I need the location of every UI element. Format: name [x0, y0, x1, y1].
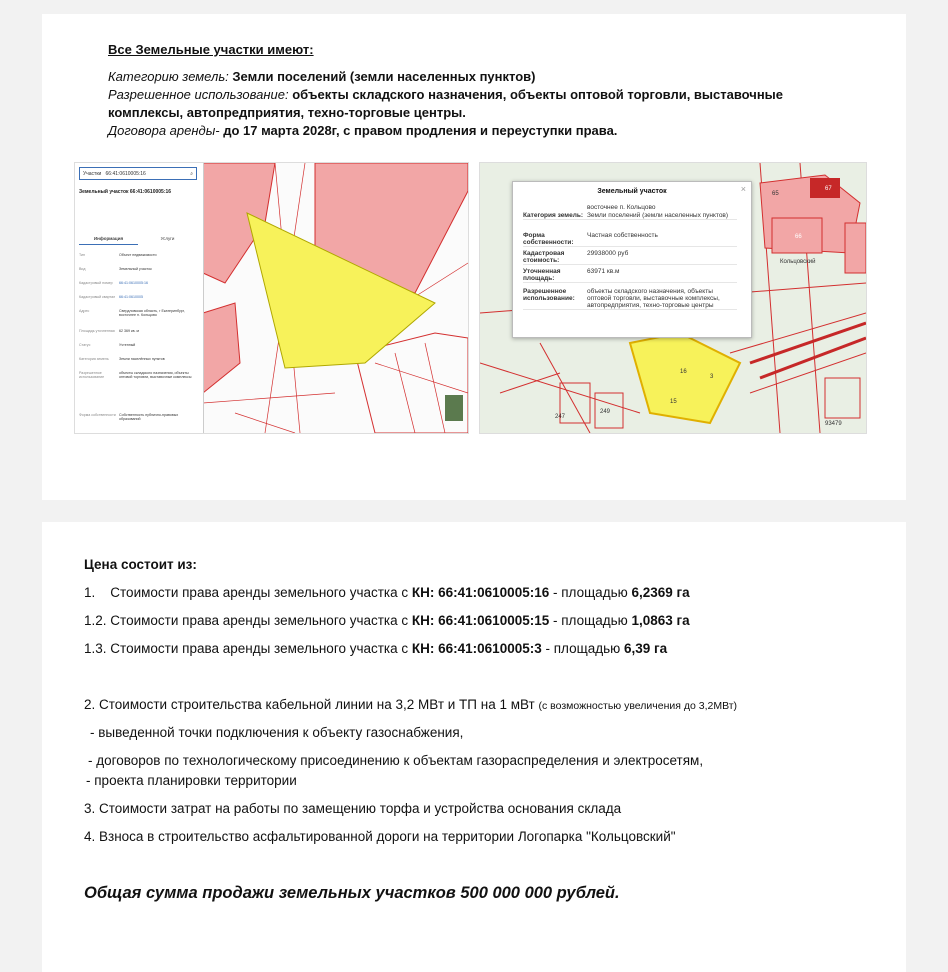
usage-value-2: комплексы, автопредприятия, техно-торговые центры. [108, 105, 466, 120]
popup-row: Разрешенное использование: объекты складского назначения, объекты оптовой торговли, выставочные комплексы, автопредприятия, техно-торговые центры [523, 288, 737, 310]
category-value: Земли поселений (земли населенных пунктов) [232, 69, 536, 84]
price-sub-3: - проекта планировки территории [86, 773, 297, 788]
info-row: Адрес Свердловская область, г Екатеринбург, восточнее п. Кольцово [79, 309, 185, 317]
info-row: Площадь уточненная 62 369 кв. м [79, 329, 139, 333]
price-item-1-3: 1.3. Стоимости права аренды земельного участка с КН: 66:41:0610005:3 - площадью 6,39 га [84, 641, 668, 656]
close-icon[interactable]: × [740, 184, 746, 194]
info-row: Кадастровый номер 66:41:0610005:16 [79, 281, 148, 285]
popup-row: Форма собственности: Частная собственность [523, 232, 737, 247]
lease-value: до 17 марта 2028г, с правом продления и переуступки права. [223, 123, 618, 138]
price-sub-1: - выведенной точки подключения к объекту газоснабжения, [90, 725, 464, 740]
tab-services[interactable]: Услуги [160, 236, 175, 241]
cadastral-map-screenshot-left [74, 162, 469, 434]
popup-row: Категория земель: Земли поселений (земли населенных пунктов) [523, 212, 737, 220]
document-page-2 [42, 522, 906, 972]
popup-row: Уточненная площадь: 63971 кв.м [523, 268, 737, 283]
popup-title: Земельный участок [597, 188, 667, 195]
svg-text:16: 16 [680, 369, 687, 375]
svg-text:93479: 93479 [825, 421, 842, 427]
svg-text:3: 3 [710, 374, 714, 380]
info-row: Вид Земельный участок [79, 267, 152, 271]
search-type: Участки [83, 171, 102, 177]
search-value: 66:41:0610005:16 [105, 171, 146, 177]
object-title: Земельный участок 66:41:0610005:16 [79, 189, 172, 195]
category-label: Категорию земель: [108, 69, 229, 84]
svg-text:65: 65 [772, 191, 779, 197]
svg-text:66: 66 [795, 234, 802, 240]
parcel-info-popup [512, 181, 752, 338]
popup-row: восточнее п. Кольцово [587, 204, 656, 211]
price-item-4: 4. Взноса в строительство асфальтированной дороги на территории Логопарка "Кольцовский" [84, 829, 676, 844]
search-input[interactable] [79, 167, 197, 180]
info-tabs [79, 233, 197, 245]
permitted-use-line [108, 86, 783, 104]
land-category-line [108, 68, 535, 86]
lease-label: Договора аренды- [108, 123, 220, 138]
info-row: Категория земель Земли населённых пунктов [79, 357, 165, 361]
svg-text:67: 67 [825, 186, 832, 192]
popup-row: Кадастровая стоимость: 29938000 руб [523, 250, 737, 265]
info-row: Разрешенное использование объекты складского назначения, объекты оптовой торговли, выставочные комплексы [79, 371, 192, 379]
total-sum: Общая сумма продажи земельных участков 500 000 000 рублей. [84, 884, 620, 902]
price-item-2: 2. Стоимости строительства кабельной линии на 3,2 МВт и ТП на 1 мВт (с возможностью увеличения до 3,2МВт) [84, 697, 738, 712]
cadastral-map-screenshot-right [479, 162, 867, 434]
info-row: Форма собственности Собственность публично-правовых образований [79, 413, 179, 421]
svg-text:247: 247 [555, 414, 566, 420]
info-row: Тип Объект недвижимости [79, 253, 157, 257]
document-page-1 [42, 14, 906, 500]
svg-text:249: 249 [600, 409, 611, 415]
info-row: Кадастровый квартал 66:41:0610005 [79, 295, 143, 299]
price-sub-2: - договоров по технологическому присоединению к объектам газораспределения и электросетям, [88, 753, 704, 768]
svg-text:Кольцовский: Кольцовский [780, 259, 816, 265]
price-item-1-2: 1.2. Стоимости права аренды земельного участка с КН: 66:41:0610005:15 - площадью 1,0863 га [84, 613, 690, 628]
price-item-3: 3. Стоимости затрат на работы по замещению торфа и устройства основания склада [84, 801, 622, 816]
object-info-sidebar [75, 163, 204, 433]
search-icon[interactable]: ⌕ [190, 171, 193, 177]
lease-line [108, 122, 617, 140]
price-item-1: 1. Стоимости права аренды земельного участка с КН: 66:41:0610005:16 - площадью 6,2369 га [84, 585, 690, 600]
svg-text:15: 15 [670, 399, 677, 405]
page-heading: Все Земельные участки имеют: [108, 42, 314, 57]
usage-value-1: объекты складского назначения, объекты оптовой торговли, выставочные [292, 87, 784, 102]
info-row: Статус Учтенный [79, 343, 136, 347]
permitted-use-line-2 [108, 104, 466, 122]
usage-label: Разрешенное использование: [108, 87, 289, 102]
price-header: Цена состоит из: [84, 557, 197, 572]
tab-info[interactable]: Информация [79, 233, 138, 245]
